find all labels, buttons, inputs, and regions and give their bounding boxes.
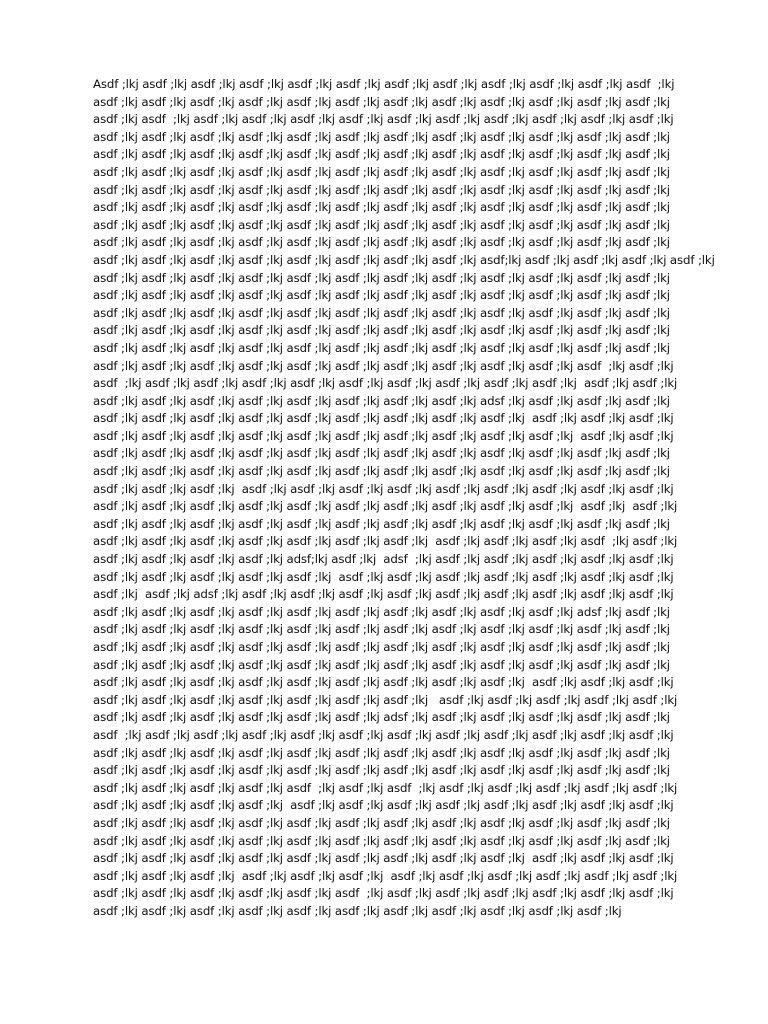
text-line: asdf ;lkj asdf ;lkj asdf ;lkj asdf ;lkj asdf ;lkj asdf ;lkj asdf ;lkj asdf ;lkj asdf ;lkj asdf ;lkj asdf ;lkj asdf ;lkj bbox=[93, 622, 670, 637]
text-line: asdf ;lkj asdf ;lkj asdf ;lkj asdf ;lkj asdf ;lkj asdf ;lkj asdf ;lkj asdf ;lkj adsf ;lkj asdf ;lkj asdf ;lkj asdf ;lkj bbox=[93, 393, 670, 408]
text-line: asdf ;lkj asdf ;lkj asdf ;lkj asdf ;lkj asdf ;lkj asdf ;lkj asdf ;lkj asdf ;lkj asdf ;lkj asdf ;lkj asdf ;lkj asdf ;lkj bbox=[93, 727, 674, 742]
text-line: asdf ;lkj asdf ;lkj asdf ;lkj asdf ;lkj asdf ;lkj asdf ;lkj asdf ;lkj asdf ;lkj asdf ;lkj asdf ;lkj asdf ;lkj asdf ;lkj bbox=[93, 534, 678, 549]
text-line: asdf ;lkj asdf ;lkj asdf ;lkj asdf ;lkj asdf ;lkj asdf ;lkj asdf ;lkj asdf ;lkj asdf ;lkj asdf ;lkj asdf ;lkj asdf ;lkj bbox=[93, 182, 670, 197]
text-line: asdf ;lkj asdf ;lkj asdf ;lkj asdf ;lkj asdf ;lkj asdf ;lkj asdf ;lkj asdf ;lkj asdf ;lkj asdf ;lkj asdf ;lkj asdf ;lkj bbox=[93, 780, 678, 795]
text-line: asdf ;lkj asdf ;lkj asdf ;lkj asdf ;lkj asdf ;lkj asdf ;lkj asdf ;lkj asdf ;lkj asdf ;lkj asdf ;lkj asdf ;lkj asdf ;lkj bbox=[93, 376, 678, 391]
text-line: asdf ;lkj asdf ;lkj asdf ;lkj asdf ;lkj asdf ;lkj asdf ;lkj asdf ;lkj asdf ;lkj asdf ;lkj asdf ;lkj asdf ;lkj asdf ;lkj bbox=[93, 640, 670, 654]
text-line: asdf ;lkj asdf ;lkj asdf ;lkj asdf ;lkj asdf ;lkj asdf ;lkj asdf ;lkj asdf ;lkj asdf ;lkj asdf ;lkj asdf ;lkj asdf ;lkj bbox=[93, 815, 670, 830]
text-line: asdf ;lkj asdf ;lkj asdf ;lkj asdf ;lkj asdf ;lkj asdf ;lkj asdf ;lkj asdf ;lkj asdf ;lkj asdf ;lkj asdf ;lkj asdf ;lkj bbox=[93, 200, 670, 215]
text-line: asdf ;lkj asdf ;lkj asdf ;lkj asdf ;lkj asdf ;lkj asdf ;lkj asdf ;lkj asdf ;lkj asdf ;lkj asdf ;lkj asdf ;lkj asdf ;lkj bbox=[93, 763, 670, 778]
text-line: asdf ;lkj asdf ;lkj asdf ;lkj asdf ;lkj asdf ;lkj asdf ;lkj asdf ;lkj asdf ;lkj asdf ;lkj asdf ;lkj asdf ;lkj asdf ;lkj bbox=[93, 886, 674, 901]
text-line: asdf ;lkj asdf ;lkj asdf ;lkj asdf ;lkj asdf ;lkj asdf ;lkj asdf ;lkj asdf ;lkj asdf ;lkj asdf ;lkj asdf ;lkj asdf ;lkj bbox=[93, 798, 674, 813]
text-line: asdf ;lkj asdf ;lkj asdf ;lkj asdf ;lkj asdf ;lkj asdf ;lkj asdf ;lkj asdf ;lkj asdf ;lkj asdf ;lkj asdf ;lkj asdf ;lkj bbox=[93, 657, 670, 672]
text-line: asdf ;lkj asdf ;lkj asdf ;lkj asdf ;lkj asdf ;lkj asdf ;lkj asdf ;lkj asdf ;lkj asdf ;lkj asdf ;lkj asdf ;lkj asdf ;lkj bbox=[93, 270, 670, 285]
text-line: Asdf ;lkj asdf ;lkj asdf ;lkj asdf ;lkj asdf ;lkj asdf ;lkj asdf ;lkj asdf ;lkj asdf ;lkj asdf ;lkj asdf ;lkj asdf ;lkj bbox=[93, 77, 675, 91]
document-page bbox=[93, 76, 713, 921]
text-line: asdf ;lkj asdf ;lkj asdf ;lkj asdf ;lkj asdf ;lkj asdf ;lkj asdf ;lkj asdf ;lkj asdf ;lkj asdf ;lkj asdf ;lkj asdf ;lkj bbox=[93, 340, 670, 355]
text-line: asdf ;lkj asdf ;lkj asdf ;lkj asdf ;lkj asdf ;lkj asdf ;lkj asdf ;lkj asdf ;lkj asdf ;lkj asdf ;lkj asdf ;lkj asdf ;lkj bbox=[93, 94, 670, 109]
text-line: asdf ;lkj asdf ;lkj asdf ;lkj asdf ;lkj asdf ;lkj asdf ;lkj asdf ;lkj asdf ;lkj asdf ;lkj asdf ;lkj asdf ;lkj asdf ;lkj bbox=[93, 112, 674, 127]
text-line: asdf ;lkj asdf ;lkj asdf ;lkj asdf ;lkj asdf ;lkj asdf ;lkj asdf ;lkj asdf ;lkj asdf ;lkj asdf ;lkj asdf ;lkj asdf ;lkj bbox=[93, 464, 670, 479]
text-line: asdf ;lkj asdf ;lkj asdf ;lkj asdf ;lkj asdf ;lkj asdf ;lkj asdf ;lkj asdf ;lkj asdf ;lkj asdf ;lkj asdf ;lkj asdf ;lkj bbox=[93, 868, 678, 883]
text-line: asdf ;lkj asdf ;lkj asdf ;lkj asdf ;lkj asdf ;lkj asdf ;lkj asdf ;lkj asdf ;lkj asdf ;lkj asdf ;lkj asdf ;lkj asdf ;lkj bbox=[93, 428, 674, 443]
text-line: asdf ;lkj asdf ;lkj adsf ;lkj asdf ;lkj asdf ;lkj asdf ;lkj asdf ;lkj asdf ;lkj asdf ;lkj asdf ;lkj asdf ;lkj asdf ;lkj bbox=[93, 587, 674, 602]
text-line: asdf ;lkj asdf ;lkj asdf ;lkj asdf ;lkj asdf ;lkj asdf ;lkj asdf ;lkj asdf ;lkj asdf ;lkj asdf ;lkj asdf ;lkj asdf ;lkj bbox=[93, 851, 674, 866]
text-line: asdf ;lkj asdf ;lkj asdf ;lkj asdf ;lkj asdf ;lkj asdf ;lkj asdf ;lkj asdf ;lkj asdf;lkj asdf ;lkj asdf ;lkj asdf ;lkj asdf ;lkj bbox=[93, 252, 715, 267]
text-line: asdf ;lkj asdf ;lkj asdf ;lkj asdf ;lkj adsf;lkj asdf ;lkj adsf ;lkj asdf ;lkj asdf ;lkj asdf ;lkj asdf ;lkj asdf ;lkj bbox=[93, 552, 674, 567]
text-line: asdf ;lkj asdf ;lkj asdf ;lkj asdf ;lkj asdf ;lkj asdf ;lkj adsf ;lkj asdf ;lkj asdf ;lkj asdf ;lkj asdf ;lkj asdf ;lkj bbox=[93, 710, 670, 725]
text-line: asdf ;lkj asdf ;lkj asdf ;lkj asdf ;lkj asdf ;lkj asdf ;lkj asdf ;lkj asdf ;lkj asdf ;lkj asdf ;lkj asdf ;lkj asdf ;lkj bbox=[93, 358, 674, 373]
text-line: asdf ;lkj asdf ;lkj asdf ;lkj asdf ;lkj asdf ;lkj asdf ;lkj asdf ;lkj asdf ;lkj asdf ;lkj asdf ;lkj adsf ;lkj asdf ;lkj bbox=[93, 604, 670, 619]
text-line: asdf ;lkj asdf ;lkj asdf ;lkj asdf ;lkj asdf ;lkj asdf ;lkj asdf ;lkj asdf ;lkj asdf ;lkj asdf ;lkj asdf ;lkj asdf ;lkj bbox=[93, 305, 670, 320]
text-line: asdf ;lkj asdf ;lkj asdf ;lkj asdf ;lkj asdf ;lkj asdf ;lkj asdf ;lkj asdf ;lkj asdf ;lkj asdf ;lkj asdf ;lkj asdf ;lkj bbox=[93, 675, 674, 690]
text-line: asdf ;lkj asdf ;lkj asdf ;lkj asdf ;lkj asdf ;lkj asdf ;lkj asdf ;lkj asdf ;lkj asdf ;lkj asdf ;lkj asdf ;lkj asdf ;lkj bbox=[93, 446, 670, 461]
text-line: asdf ;lkj asdf ;lkj asdf ;lkj asdf ;lkj asdf ;lkj asdf ;lkj asdf ;lkj asdf ;lkj asdf ;lkj asdf ;lkj asdf ;lkj asdf ;lkj bbox=[93, 217, 670, 232]
text-line: asdf ;lkj asdf ;lkj asdf ;lkj asdf ;lkj asdf ;lkj asdf ;lkj asdf ;lkj asdf ;lkj asdf ;lkj asdf ;lkj asdf ;lkj asdf ;lkj bbox=[93, 164, 670, 179]
text-line: asdf ;lkj asdf ;lkj asdf ;lkj asdf ;lkj asdf ;lkj asdf ;lkj asdf ;lkj asdf ;lkj asdf ;lkj asdf ;lkj asdf ;lkj asdf ;lkj bbox=[93, 129, 670, 144]
text-line: asdf ;lkj asdf ;lkj asdf ;lkj asdf ;lkj asdf ;lkj asdf ;lkj asdf ;lkj asdf ;lkj asdf ;lkj asdf ;lkj asdf ;lkj asdf ;lkj bbox=[93, 288, 670, 303]
text-line: asdf ;lkj asdf ;lkj asdf ;lkj asdf ;lkj asdf ;lkj asdf ;lkj asdf ;lkj asdf ;lkj asdf ;lkj asdf ;lkj asdf ;lkj asdf ;lkj bbox=[93, 499, 678, 514]
text-line: asdf ;lkj asdf ;lkj asdf ;lkj asdf ;lkj asdf ;lkj asdf ;lkj asdf ;lkj asdf ;lkj asdf ;lkj asdf ;lkj asdf ;lkj asdf ;lkj bbox=[93, 516, 670, 531]
text-line: asdf ;lkj asdf ;lkj asdf ;lkj asdf ;lkj asdf ;lkj asdf ;lkj asdf ;lkj asdf ;lkj asdf ;lkj asdf ;lkj asdf ;lkj asdf ;lkj bbox=[93, 745, 670, 760]
text-line: asdf ;lkj asdf ;lkj asdf ;lkj asdf ;lkj asdf ;lkj asdf ;lkj asdf ;lkj asdf ;lkj asdf ;lkj asdf ;lkj asdf ;lkj asdf ;lkj bbox=[93, 692, 678, 707]
text-line: asdf ;lkj asdf ;lkj asdf ;lkj asdf ;lkj asdf ;lkj asdf ;lkj asdf ;lkj asdf ;lkj asdf ;lkj asdf ;lkj asdf ;lkj asdf ;lkj bbox=[93, 323, 670, 338]
text-line: asdf ;lkj asdf ;lkj asdf ;lkj asdf ;lkj asdf ;lkj asdf ;lkj asdf ;lkj asdf ;lkj asdf ;lkj asdf ;lkj asdf ;lkj asdf ;lkj bbox=[93, 481, 674, 496]
text-line: asdf ;lkj asdf ;lkj asdf ;lkj asdf ;lkj asdf ;lkj asdf ;lkj asdf ;lkj asdf ;lkj asdf ;lkj asdf ;lkj asdf ;lkj asdf ;lkj bbox=[93, 569, 674, 584]
text-line: asdf ;lkj asdf ;lkj asdf ;lkj asdf ;lkj asdf ;lkj asdf ;lkj asdf ;lkj asdf ;lkj asdf ;lkj asdf ;lkj asdf ;lkj asdf ;lkj bbox=[93, 411, 674, 426]
text-line: asdf ;lkj asdf ;lkj asdf ;lkj asdf ;lkj asdf ;lkj asdf ;lkj asdf ;lkj asdf ;lkj asdf ;lkj asdf ;lkj asdf ;lkj asdf ;lkj bbox=[93, 833, 670, 848]
text-line: asdf ;lkj asdf ;lkj asdf ;lkj asdf ;lkj asdf ;lkj asdf ;lkj asdf ;lkj asdf ;lkj asdf ;lkj asdf ;lkj asdf ;lkj asdf ;lkj bbox=[93, 235, 670, 250]
text-line: asdf ;lkj asdf ;lkj asdf ;lkj asdf ;lkj asdf ;lkj asdf ;lkj asdf ;lkj asdf ;lkj asdf ;lkj asdf ;lkj asdf ;lkj asdf ;lkj bbox=[93, 147, 670, 162]
text-line: asdf ;lkj asdf ;lkj asdf ;lkj asdf ;lkj asdf ;lkj asdf ;lkj asdf ;lkj asdf ;lkj asdf ;lkj asdf ;lkj asdf ;lkj bbox=[93, 903, 622, 918]
